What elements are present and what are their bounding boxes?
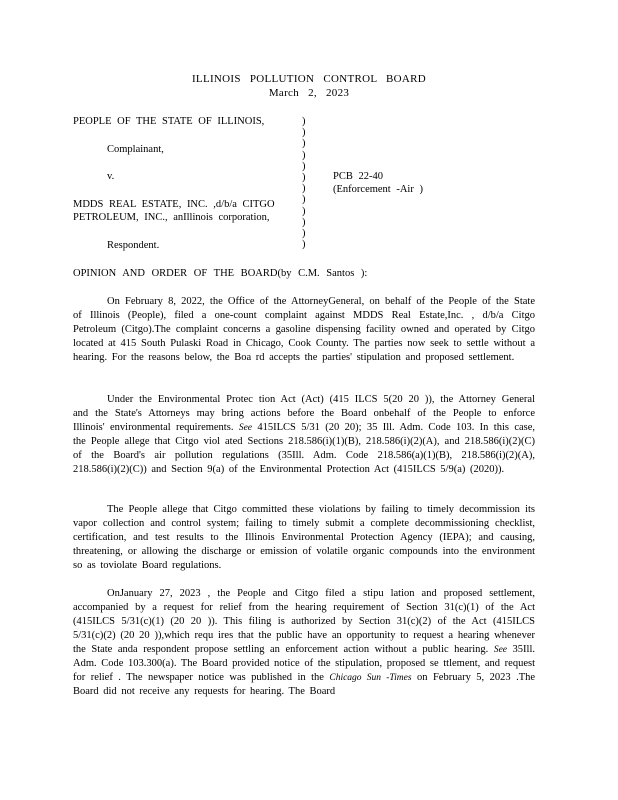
paragraph-2 — [73, 393, 535, 477]
paragraph-3 — [73, 503, 535, 573]
opinion-title: OPINION AND ORDER OF THE BOARD(by C.M. Santos ): — [73, 268, 368, 279]
paragraph-1-text: On February 8, 2022, the Office of the AttorneyGeneral, on behalf of the People of the State of Illinois (People), filed a one-count complaint against MDDS Real Estate,Inc. , d/b/a Citgo Petroleum (Citgo).The complaint concerns a gasoline dispensing facility owned and operated by Citgo located at 415 South Pulaski Road in Chicago, Cook County. The parties now seek to settle without a hearing. For the reasons below, the Boa rd accepts the parties' stipulation and proposed settlement. — [73, 296, 535, 363]
paragraph-3-text: The People allege that Citgo committed these violations by failing to timely decommission its vapor collection and control system; failing to timely submit a complete decommissioning checklist, certification, and test results to the Illinois Environmental Protection Agency (IEPA); and causing, threatening, or allowing the discharge or emission of volatile organic compounds into the environment so as toviolate Board regulations. — [73, 504, 535, 571]
see-signal: See — [493, 645, 508, 655]
caption-versus: v. — [107, 171, 115, 182]
caption-complainant-label: Complainant, — [107, 144, 164, 155]
case-type: (Enforcement -Air ) — [333, 184, 423, 195]
paragraph-4-text-b: 35Ill. Adm. Code 103.300(a). The Board provided notice of the stipulation, proposed se ttlement, and request for relief . The newspaper notice was published in the — [73, 644, 536, 683]
board-name: ILLINOIS POLLUTION CONTROL BOARD — [191, 73, 427, 85]
paragraph-4 — [73, 587, 535, 699]
paragraph-4-text-a: OnJanuary 27, 2023 , the People and Citgo filed a stipu lation and proposed settlement, accompanied by a request for relief from the hearing requirement of Section 31(c)(1) of the Act (415ILCS 5/31(c)(1) (20 20 )). This filing is authorized by Section 31(c)(2) of the Act (415ILCS 5/31(c)(2) (20 20 )),which requ ires that the public have an opportunity to request a hearing whenever the State anda respondent propose settling an enforcement action without a public hearing. — [73, 588, 535, 655]
newspaper-name: Chicago Sun -Times — [329, 673, 412, 683]
caption-respondent-line2: PETROLEUM, INC., anIllinois corporation, — [73, 212, 270, 223]
case-number: PCB 22-40 — [333, 171, 383, 182]
paragraph-4-text-c: on February 5, 2023 .The Board did not receive any requests for hearing. The Board — [73, 672, 536, 697]
paragraph-2-text-b: 415ILCS 5/31 (20 20); 35 Ill. Adm. Code 103. In this case, the People allege that Citgo viol ated Sections 218.586(i)(1)(B), 218.586(i)(2)(A), and 218.586(i)(2)(C) of the Board's air pollution regulations (35Ill. Adm. Code 218.586(a)(1)(B), 218.586(i)(2)(A), 218.586(i)(2)(C)) and Section 9(a) of the Environmental Protection Act (415ILCS 5/9(a) (2020)). — [73, 422, 536, 475]
caption-plaintiff: PEOPLE OF THE STATE OF ILLINOIS, — [73, 116, 265, 127]
caption-respondent-line1: MDDS REAL ESTATE, INC. ,d/b/a CITGO — [73, 199, 275, 210]
paragraph-2-text-a: Under the Environmental Protec tion Act (Act) (415 ILCS 5(20 20 )), the Attorney General and the State's Attorneys may bring actions before the Board onbehalf of the People to enforce Illinois' environmental requirements. — [73, 394, 535, 433]
caption-respondent-label: Respondent. — [107, 240, 160, 251]
paragraph-1 — [73, 295, 535, 365]
see-signal: See — [238, 423, 252, 433]
caption-parentheses: ) ) ) ) ) ) ) ) ) ) ) ) — [302, 116, 306, 251]
order-date: March 2, 2023 — [268, 87, 350, 99]
